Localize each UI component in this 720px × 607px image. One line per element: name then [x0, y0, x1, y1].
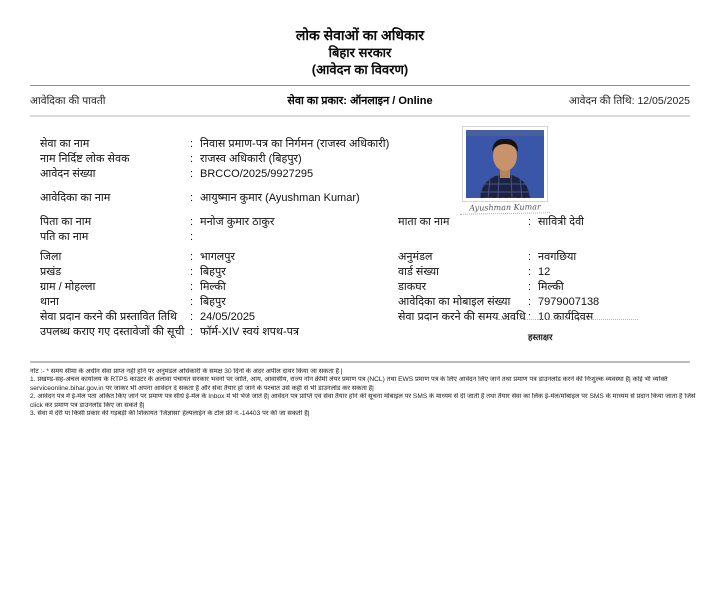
colon: : — [190, 251, 194, 263]
signature-label: हस्ताक्षर — [528, 332, 553, 342]
field-value: नवगछिया — [538, 251, 577, 263]
field-label: आवेदन संख्या — [40, 168, 96, 180]
field-row-public-servant — [30, 152, 690, 167]
subtitle-government: बिहार सरकार — [328, 45, 392, 60]
details-section — [30, 117, 690, 361]
divider-notes — [30, 361, 690, 363]
field-row-husband-name — [30, 230, 690, 245]
field-value: BRCCO/2025/9927295 — [200, 168, 314, 180]
field-value: 7979007138 — [538, 296, 600, 308]
official-signature-area — [498, 319, 638, 343]
field-row-police-station-mobile — [30, 295, 690, 310]
colon: : — [190, 281, 194, 293]
colon: : — [190, 138, 194, 150]
field-value: भागलपुर — [200, 251, 235, 263]
colon: : — [190, 326, 194, 338]
field-row-district-subdivision — [30, 250, 690, 265]
colon: : — [528, 281, 532, 293]
field-value: आयुष्मान कुमार (Ayushman Kumar) — [200, 192, 360, 204]
colon: : — [528, 266, 532, 278]
document-header — [0, 0, 720, 78]
field-row-application-number — [30, 167, 690, 182]
colon: : — [190, 296, 194, 308]
colon: : — [190, 168, 194, 180]
note-line: नोट :- * समय सीमा के अधीन सेवा प्राप्त नहीं होने पर अनुमंडल अधिकारी के समक्ष 30 दिनों के अंदर अपील दायर किया जा सकता है | — [30, 368, 343, 375]
colon: : — [528, 311, 532, 323]
colon: : — [528, 296, 532, 308]
footnotes — [30, 368, 710, 418]
field-label: सेवा प्रदान करने की प्रस्तावित तिथि — [40, 311, 177, 323]
field-label: ग्राम / मोहल्ला — [40, 281, 96, 293]
page-title: लोक सेवाओं का अधिकार — [295, 27, 425, 43]
service-type-label: सेवा का प्रकार: ऑनलाइन / Online — [287, 95, 433, 107]
field-value: मनोज कुमार ठाकुर — [200, 216, 275, 228]
note-line: 1. प्रखण्ड-सह-अंचल कार्यालय के RTPS काउंटर के अलावा पंचायत सरकार भवनों पर जाति, आय, आवासीय, राज्य नॉन क्रीमी लेयर प्रमाण पत्र (NCL) तथा EWS प्रमाण पत्र के लिए आवेदन लिए जाने तथा प्रमाण पत्र डाउनलोड करने की निःशुल्क व्यवस्था है| कोई भी व्यक्ति — [30, 376, 668, 384]
colon: : — [190, 231, 194, 243]
field-row-father-mother — [30, 215, 690, 230]
note-line: serviceonline.bihar.gov.in पर जाकर भी अपना आवेदन दे सकता है और सेवा तैयार हो जाने के पश्चात उसे कहीं से भी डाउनलोड कर सकता है| — [30, 384, 374, 392]
field-value: बिहपुर — [200, 296, 226, 308]
meta-bar — [30, 86, 690, 115]
field-label: माता का नाम — [398, 216, 450, 228]
field-label: आवेदिका का नाम — [40, 192, 111, 204]
signature-dotted-line — [498, 319, 638, 320]
field-label: सेवा प्रदान करने की समय अवधि — [398, 311, 526, 323]
field-label: डाकघर — [398, 281, 427, 293]
field-label: पिता का नाम — [40, 216, 92, 228]
field-row-block-ward — [30, 265, 690, 280]
field-value: 10 कार्यदिवस — [538, 311, 594, 323]
colon: : — [190, 311, 194, 323]
field-value: 24/05/2025 — [200, 311, 256, 323]
field-value: 12 — [538, 266, 551, 278]
colon: : — [190, 266, 194, 278]
field-value: मिल्की — [200, 281, 226, 293]
applicant-photo-image — [466, 130, 544, 198]
field-label: अनुमंडल — [398, 251, 433, 263]
field-label: प्रखंड — [40, 266, 62, 278]
field-row-applicant-name — [30, 191, 690, 206]
field-value: फॉर्म-XIV स्वयं शपथ-पत्र — [200, 326, 299, 338]
field-label: जिला — [40, 251, 62, 263]
colon: : — [190, 216, 194, 228]
field-label: उपलब्ध कराए गए दस्तावेजों की सूची — [40, 326, 185, 338]
field-label: वार्ड संख्या — [398, 266, 440, 278]
field-label: पति का नाम — [40, 231, 89, 243]
applicant-signature-image: Ayushman Kumar — [460, 202, 550, 215]
field-label: थाना — [40, 296, 59, 308]
application-date-label: आवेदन की तिथि: 12/05/2025 — [568, 94, 691, 107]
note-line: click कर प्रमाण पत्र डाउनलोड किए जा सकते हैं| — [30, 401, 145, 409]
note-line: 2. आवेदन पत्र में ई-मेल पता अंकित किए जाने पर प्रमाण पत्र सीधे ई-मेल के Inbox में भी भेजे जाते हैं| आवेदन पत्र प्राप्ति एवं सेवा तैयार होने की सूचना मोबाइल पर SMS के माध्यम से दी जाती है तथा तैयार सेवा का लिंक ई-मेल/मोबाइल पर SMS के माध्यम से प्रदान किया जाता है जिसे — [30, 393, 696, 401]
field-row-service-name — [30, 137, 690, 152]
note-line: 3. सेवा में देरी या किसी प्रकार की गड़बड़ी की शिकायत 'जिज्ञासा' हेल्पलाईन के टॉल फ्री नं.-14403 पर की जा सकती है| — [30, 410, 310, 418]
field-label: आवेदिका का मोबाइल संख्या — [398, 296, 511, 308]
field-value: बिहपुर — [200, 266, 226, 278]
field-label: सेवा का नाम — [40, 138, 90, 150]
field-value: मिल्की — [538, 281, 564, 293]
field-row-village-postoffice — [30, 280, 690, 295]
applicant-photo — [462, 126, 548, 202]
field-label: नाम निर्दिष्ट लोक सेवक — [40, 153, 130, 165]
field-value: राजस्व अधिकारी (बिहपुर) — [200, 153, 302, 165]
colon: : — [528, 251, 532, 263]
field-value: निवास प्रमाण-पत्र का निर्गमन (राजस्व अधिकारी) — [200, 138, 390, 150]
colon: : — [528, 216, 532, 228]
subtitle-application-details: (आवेदन का विवरण) — [311, 62, 409, 77]
field-value: सावित्री देवी — [538, 216, 585, 228]
colon: : — [190, 192, 194, 204]
field-rows — [30, 117, 690, 340]
colon: : — [190, 153, 194, 165]
applicant-receipt-label: आवेदिका की पावती — [30, 94, 106, 107]
